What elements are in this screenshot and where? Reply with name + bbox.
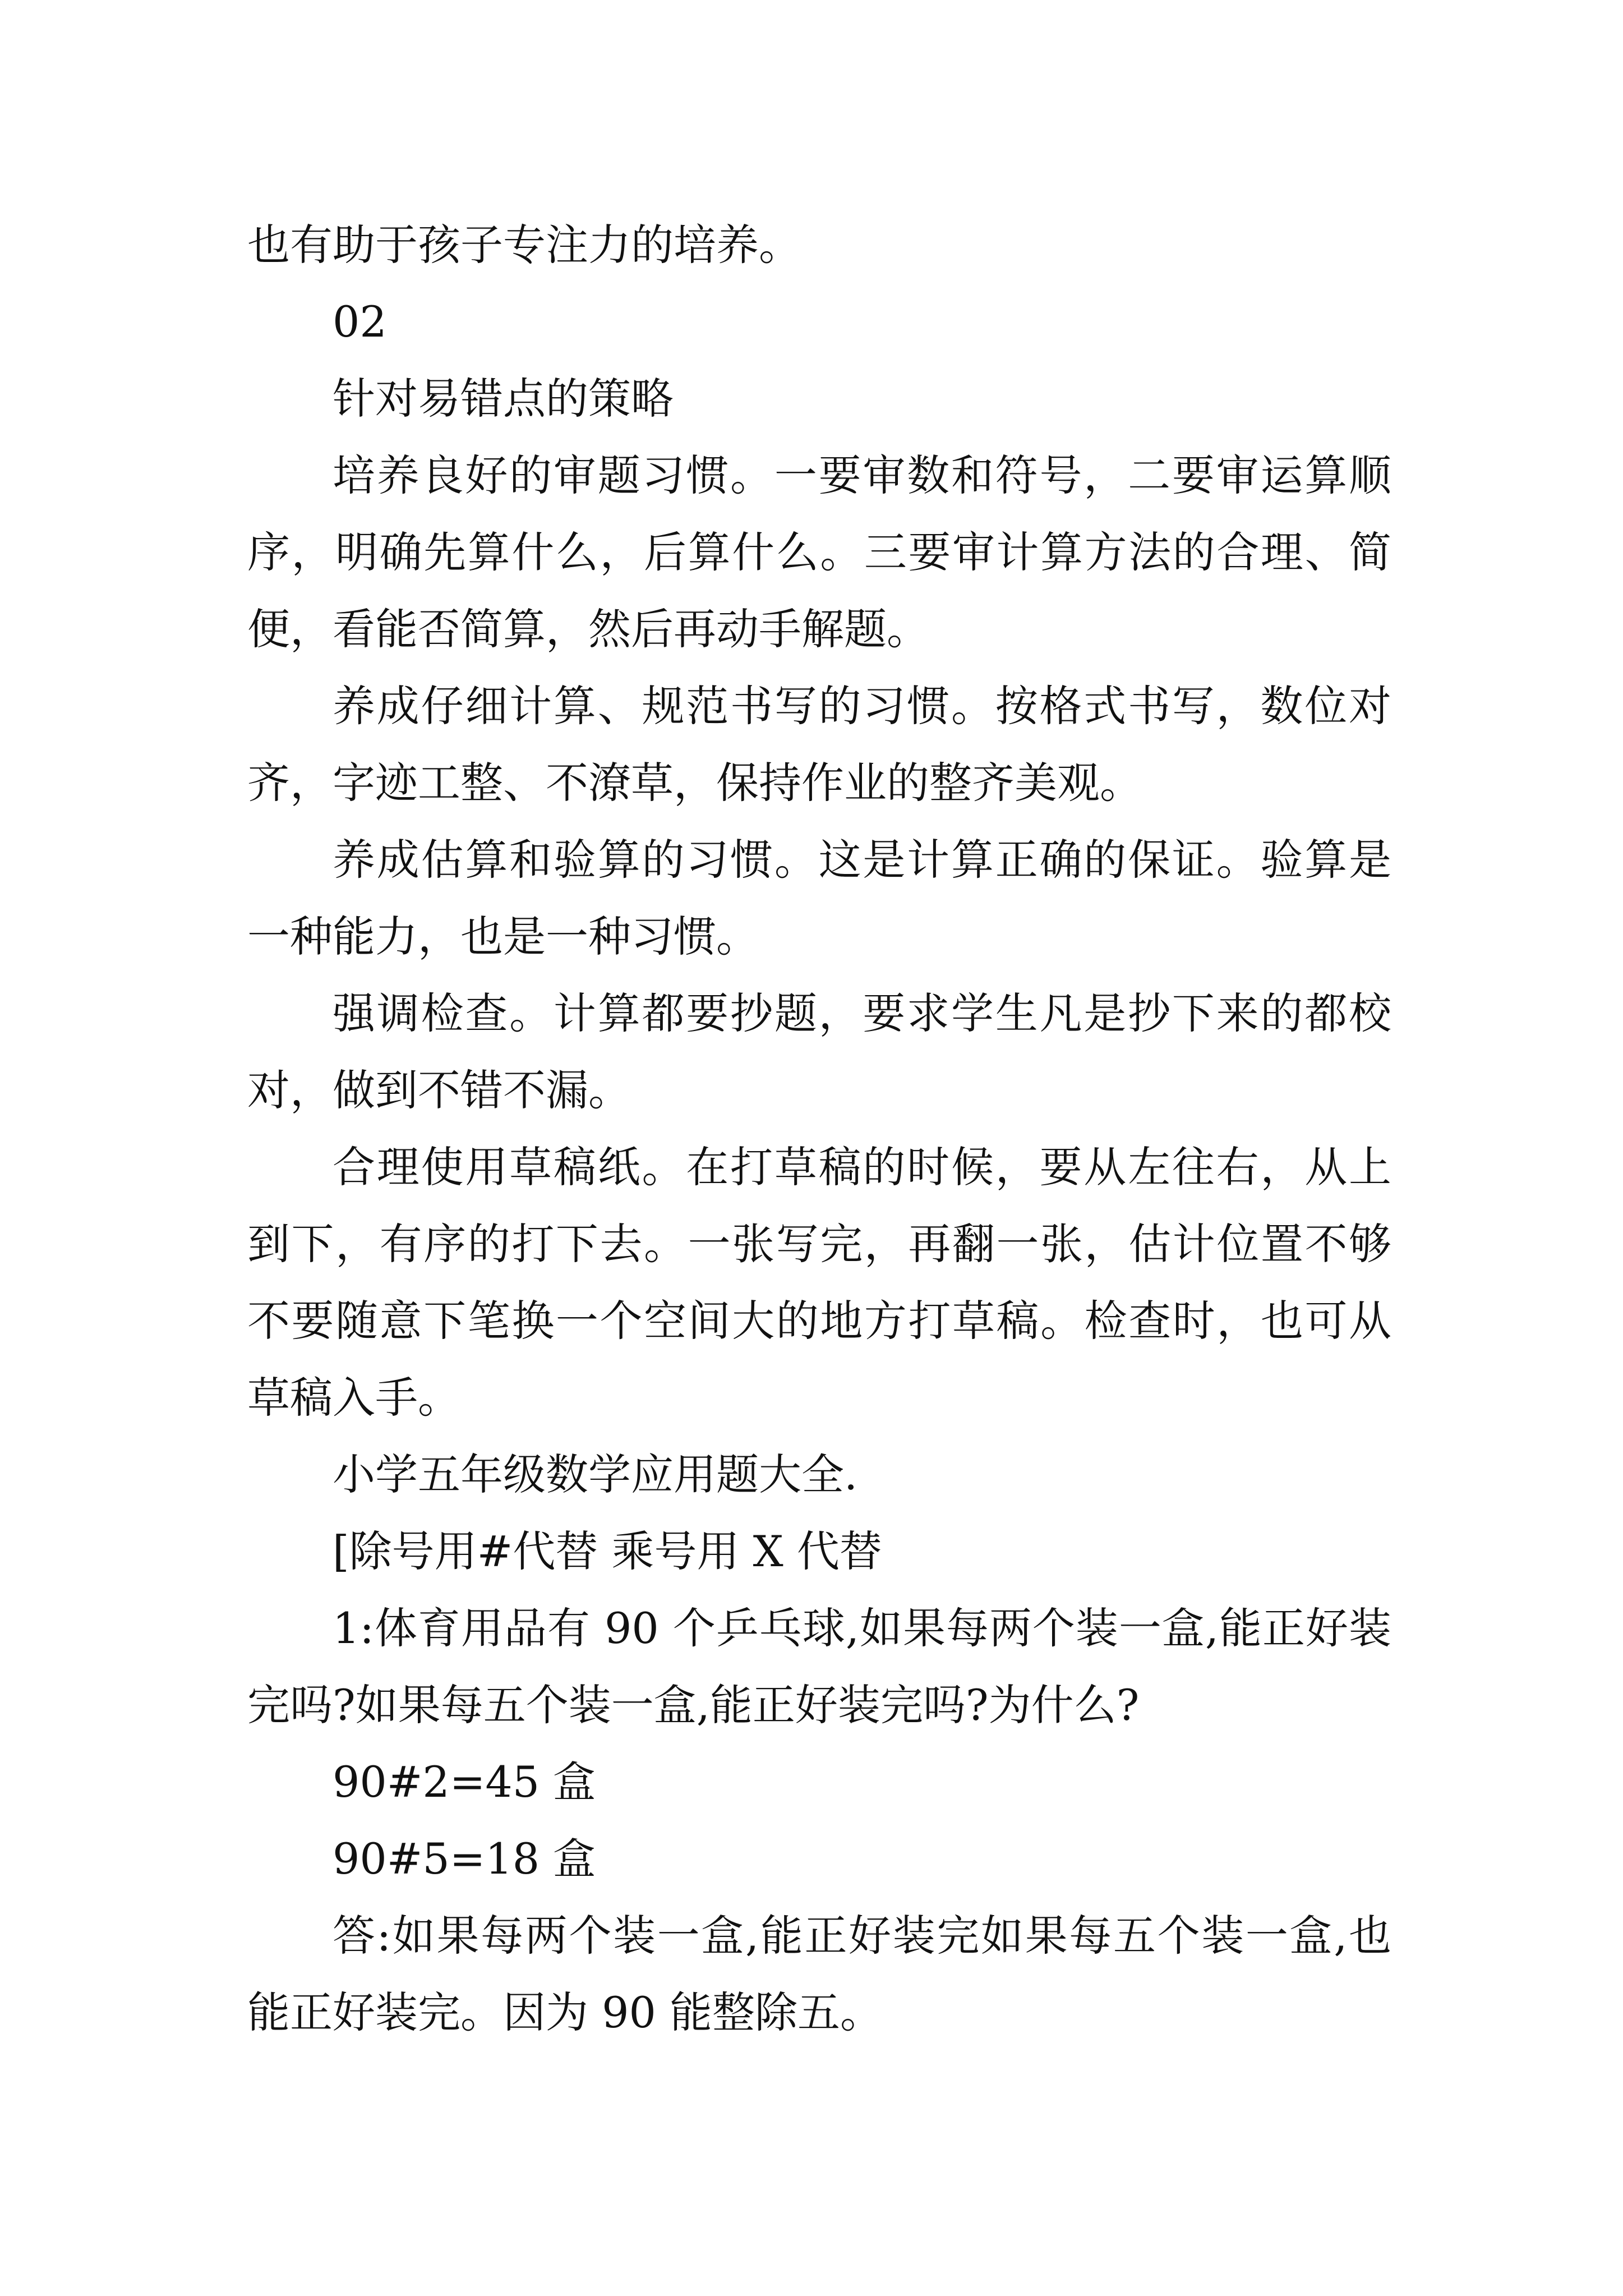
section-heading: 小学五年级数学应用题大全. <box>333 1450 858 1499</box>
paragraph: 养成仔细计算、规范书写的习惯。按格式书写，数位对齐，字迹工整、不潦草，保持作业的整齐美观。 <box>247 681 1391 808</box>
paragraph: 培养良好的审题习惯。一要审数和符号，二要审运算顺序，明确先算什么，后算什么。三要审计算方法的合理、简便，看能否简算，然后再动手解题。 <box>247 450 1391 654</box>
note-line: [除号用#代替 乘号用 X 代替 <box>333 1526 882 1576</box>
calculation-line: 90#2=45 盒 <box>333 1757 596 1807</box>
calculation-line: 90#5=18 盒 <box>333 1834 596 1884</box>
section-number: 02 <box>333 297 387 347</box>
paragraph: 强调检查。计算都要抄题，要求学生凡是抄下来的都校对，做到不错不漏。 <box>247 988 1391 1115</box>
document-body <box>247 206 1391 2051</box>
paragraph: 合理使用草稿纸。在打草稿的时候，要从左往右，从上到下，有序的打下去。一张写完，再翻一张，估计位置不够不要随意下笔换一个空间大的地方打草稿。检查时，也可从草稿入手。 <box>247 1142 1391 1423</box>
paragraph: 也有助于孩子专注力的培养。 <box>247 220 801 270</box>
question-paragraph: 1:体育用品有 90 个乒乓球,如果每两个装一盒,能正好装完吗?如果每五个装一盒,能正好装完吗?为什么? <box>247 1603 1391 1730</box>
paragraph: 养成估算和验算的习惯。这是计算正确的保证。验算是一种能力，也是一种习惯。 <box>247 835 1391 961</box>
section-heading: 针对易错点的策略 <box>333 374 674 424</box>
answer-paragraph: 答:如果每两个装一盒,能正好装完如果每五个装一盒,也能正好装完。因为 90 能整除五。 <box>247 1911 1391 2037</box>
